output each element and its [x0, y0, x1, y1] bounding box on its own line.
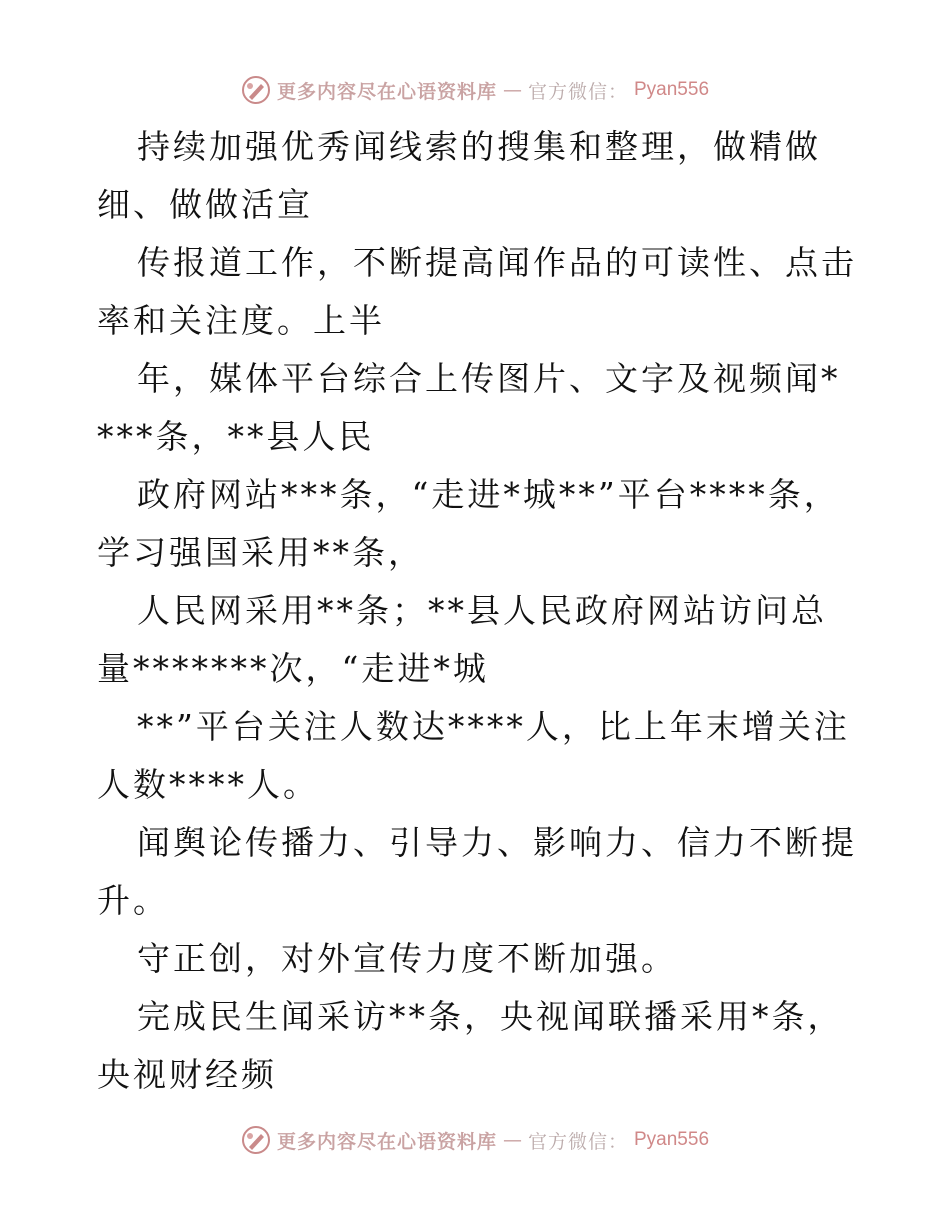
- document-body: [97, 118, 857, 1104]
- pen-logo-icon: [241, 1125, 271, 1155]
- watermark-id: Pyan556: [634, 79, 710, 100]
- watermark-title: 更多内容尽在心语资料库: [276, 80, 497, 103]
- watermark-id: Pyan556: [634, 1129, 710, 1150]
- pen-logo-icon: [241, 75, 271, 105]
- paragraph: 完成民生闻采访**条，央视闻联播采用*条，央视财经频: [97, 997, 844, 1094]
- watermark-label: 官方微信：: [527, 80, 628, 103]
- paragraph: **”平台关注人数达****人，比上年末增关注人数****人。: [97, 707, 850, 804]
- paragraph: 传报道工作，不断提高闻作品的可读性、点击率和关注度。上半: [97, 243, 857, 340]
- header-watermark: [0, 70, 950, 110]
- paragraph: 持续加强优秀闻线索的搜集和整理，做精做细、做做活宣: [97, 127, 821, 224]
- footer-watermark: [0, 1120, 950, 1160]
- paragraph: 年，媒体平台综合上传图片、文字及视频闻****条，**县人民: [97, 359, 841, 456]
- paragraph: 人民网采用**条；**县人民政府网站访问总量*******次，“走进*城: [97, 591, 827, 688]
- paragraph: 政府网站***条，“走进*城**”平台****条，学习强国采用**条，: [97, 475, 840, 572]
- paragraph: 守正创，对外宣传力度不断加强。: [137, 939, 677, 978]
- watermark-label: 官方微信：: [527, 1130, 628, 1153]
- paragraph: 闻舆论传播力、引导力、影响力、信力不断提升。: [97, 823, 857, 920]
- watermark-title: 更多内容尽在心语资料库: [276, 1130, 497, 1153]
- watermark-dash: —: [502, 1129, 522, 1151]
- watermark-dash: —: [502, 79, 522, 101]
